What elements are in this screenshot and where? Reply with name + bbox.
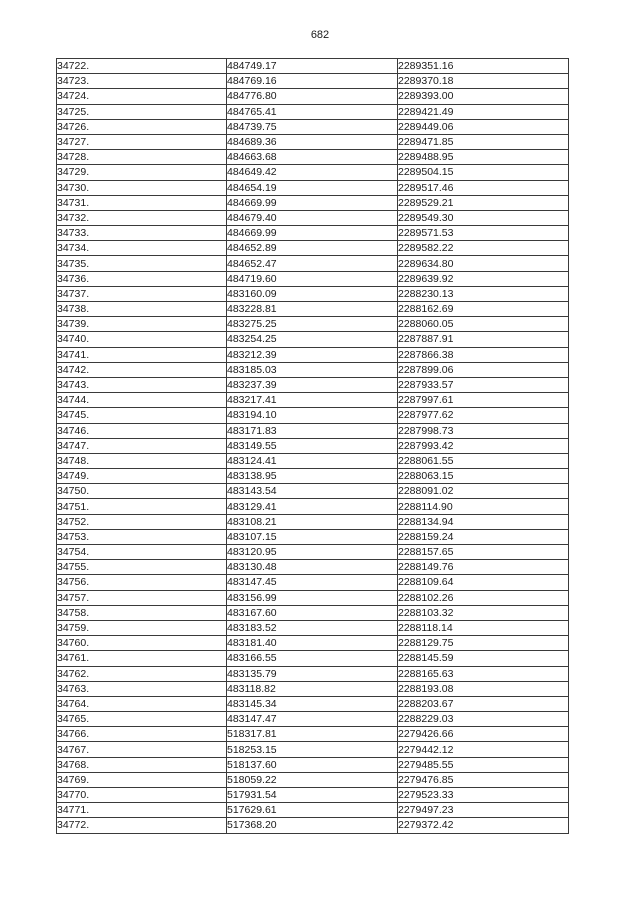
table-row bbox=[57, 514, 569, 529]
table-row bbox=[57, 423, 569, 438]
y-coordinate-cell: 2287866.38 bbox=[398, 347, 569, 362]
x-coordinate-cell: 518253.15 bbox=[227, 742, 398, 757]
y-coordinate-cell: 2287887.91 bbox=[398, 332, 569, 347]
x-coordinate-cell: 484669.99 bbox=[227, 195, 398, 210]
point-number-cell: 34727. bbox=[57, 134, 227, 149]
table-row bbox=[57, 362, 569, 377]
y-coordinate-cell: 2289571.53 bbox=[398, 226, 569, 241]
x-coordinate-cell: 483130.48 bbox=[227, 560, 398, 575]
point-number-cell: 34745. bbox=[57, 408, 227, 423]
table-row bbox=[57, 302, 569, 317]
table-row bbox=[57, 89, 569, 104]
y-coordinate-cell: 2279372.42 bbox=[398, 818, 569, 833]
x-coordinate-cell: 483194.10 bbox=[227, 408, 398, 423]
y-coordinate-cell: 2289634.80 bbox=[398, 256, 569, 271]
point-number-cell: 34730. bbox=[57, 180, 227, 195]
point-number-cell: 34772. bbox=[57, 818, 227, 833]
x-coordinate-cell: 484649.42 bbox=[227, 165, 398, 180]
table-row bbox=[57, 74, 569, 89]
point-number-cell: 34747. bbox=[57, 438, 227, 453]
x-coordinate-cell: 483120.95 bbox=[227, 545, 398, 560]
table-row bbox=[57, 469, 569, 484]
x-coordinate-cell: 483275.25 bbox=[227, 317, 398, 332]
x-coordinate-cell: 517931.54 bbox=[227, 788, 398, 803]
point-number-cell: 34725. bbox=[57, 104, 227, 119]
x-coordinate-cell: 483118.82 bbox=[227, 681, 398, 696]
table-row bbox=[57, 59, 569, 74]
y-coordinate-cell: 2287998.73 bbox=[398, 423, 569, 438]
y-coordinate-cell: 2279426.66 bbox=[398, 727, 569, 742]
point-number-cell: 34754. bbox=[57, 545, 227, 560]
point-number-cell: 34749. bbox=[57, 469, 227, 484]
table-row bbox=[57, 256, 569, 271]
y-coordinate-cell: 2289488.95 bbox=[398, 150, 569, 165]
point-number-cell: 34722. bbox=[57, 59, 227, 74]
y-coordinate-cell: 2289393.00 bbox=[398, 89, 569, 104]
table-row bbox=[57, 271, 569, 286]
y-coordinate-cell: 2288230.13 bbox=[398, 286, 569, 301]
y-coordinate-cell: 2289582.22 bbox=[398, 241, 569, 256]
table-row bbox=[57, 119, 569, 134]
point-number-cell: 34767. bbox=[57, 742, 227, 757]
x-coordinate-cell: 483212.39 bbox=[227, 347, 398, 362]
point-number-cell: 34733. bbox=[57, 226, 227, 241]
table-row bbox=[57, 590, 569, 605]
y-coordinate-cell: 2288162.69 bbox=[398, 302, 569, 317]
point-number-cell: 34759. bbox=[57, 620, 227, 635]
point-number-cell: 34752. bbox=[57, 514, 227, 529]
y-coordinate-cell: 2289639.92 bbox=[398, 271, 569, 286]
point-number-cell: 34764. bbox=[57, 696, 227, 711]
x-coordinate-cell: 518317.81 bbox=[227, 727, 398, 742]
y-coordinate-cell: 2289449.06 bbox=[398, 119, 569, 134]
point-number-cell: 34758. bbox=[57, 605, 227, 620]
table-row bbox=[57, 620, 569, 635]
table-row bbox=[57, 636, 569, 651]
point-number-cell: 34746. bbox=[57, 423, 227, 438]
x-coordinate-cell: 483147.47 bbox=[227, 712, 398, 727]
y-coordinate-cell: 2289517.46 bbox=[398, 180, 569, 195]
x-coordinate-cell: 484769.16 bbox=[227, 74, 398, 89]
y-coordinate-cell: 2289529.21 bbox=[398, 195, 569, 210]
point-number-cell: 34763. bbox=[57, 681, 227, 696]
table-row bbox=[57, 742, 569, 757]
x-coordinate-cell: 483183.52 bbox=[227, 620, 398, 635]
point-number-cell: 34765. bbox=[57, 712, 227, 727]
x-coordinate-cell: 484749.17 bbox=[227, 59, 398, 74]
table-row bbox=[57, 134, 569, 149]
y-coordinate-cell: 2288159.24 bbox=[398, 529, 569, 544]
x-coordinate-cell: 483149.55 bbox=[227, 438, 398, 453]
point-number-cell: 34737. bbox=[57, 286, 227, 301]
point-number-cell: 34771. bbox=[57, 803, 227, 818]
point-number-cell: 34742. bbox=[57, 362, 227, 377]
table-row bbox=[57, 317, 569, 332]
y-coordinate-cell: 2288149.76 bbox=[398, 560, 569, 575]
y-coordinate-cell: 2289421.49 bbox=[398, 104, 569, 119]
y-coordinate-cell: 2279476.85 bbox=[398, 772, 569, 787]
table-row bbox=[57, 529, 569, 544]
point-number-cell: 34734. bbox=[57, 241, 227, 256]
point-number-cell: 34741. bbox=[57, 347, 227, 362]
table-row bbox=[57, 195, 569, 210]
table-row bbox=[57, 666, 569, 681]
y-coordinate-cell: 2287899.06 bbox=[398, 362, 569, 377]
table-row bbox=[57, 545, 569, 560]
table-row bbox=[57, 499, 569, 514]
x-coordinate-cell: 483145.34 bbox=[227, 696, 398, 711]
point-number-cell: 34732. bbox=[57, 210, 227, 225]
y-coordinate-cell: 2289370.18 bbox=[398, 74, 569, 89]
point-number-cell: 34769. bbox=[57, 772, 227, 787]
x-coordinate-cell: 483135.79 bbox=[227, 666, 398, 681]
table-row bbox=[57, 484, 569, 499]
point-number-cell: 34723. bbox=[57, 74, 227, 89]
x-coordinate-cell: 483124.41 bbox=[227, 453, 398, 468]
x-coordinate-cell: 483181.40 bbox=[227, 636, 398, 651]
point-number-cell: 34766. bbox=[57, 727, 227, 742]
y-coordinate-cell: 2288193.08 bbox=[398, 681, 569, 696]
x-coordinate-cell: 517629.61 bbox=[227, 803, 398, 818]
x-coordinate-cell: 484663.68 bbox=[227, 150, 398, 165]
y-coordinate-cell: 2288063.15 bbox=[398, 469, 569, 484]
table-row bbox=[57, 757, 569, 772]
x-coordinate-cell: 484679.40 bbox=[227, 210, 398, 225]
x-coordinate-cell: 484739.75 bbox=[227, 119, 398, 134]
y-coordinate-cell: 2288157.65 bbox=[398, 545, 569, 560]
y-coordinate-cell: 2289471.85 bbox=[398, 134, 569, 149]
y-coordinate-cell: 2288061.55 bbox=[398, 453, 569, 468]
table-row bbox=[57, 241, 569, 256]
table-row bbox=[57, 150, 569, 165]
y-coordinate-cell: 2288102.26 bbox=[398, 590, 569, 605]
x-coordinate-cell: 483254.25 bbox=[227, 332, 398, 347]
table-row bbox=[57, 286, 569, 301]
y-coordinate-cell: 2288165.63 bbox=[398, 666, 569, 681]
point-number-cell: 34740. bbox=[57, 332, 227, 347]
point-number-cell: 34762. bbox=[57, 666, 227, 681]
page-number: 682 bbox=[310, 29, 330, 41]
table-row bbox=[57, 727, 569, 742]
x-coordinate-cell: 483143.54 bbox=[227, 484, 398, 499]
table-row bbox=[57, 408, 569, 423]
table-row bbox=[57, 560, 569, 575]
table-row bbox=[57, 696, 569, 711]
coordinates-table bbox=[56, 58, 569, 834]
table-row bbox=[57, 803, 569, 818]
table-row bbox=[57, 210, 569, 225]
table-row bbox=[57, 393, 569, 408]
x-coordinate-cell: 483107.15 bbox=[227, 529, 398, 544]
point-number-cell: 34748. bbox=[57, 453, 227, 468]
x-coordinate-cell: 484719.60 bbox=[227, 271, 398, 286]
coordinates-table-body bbox=[57, 59, 569, 834]
table-row bbox=[57, 818, 569, 833]
table-row bbox=[57, 226, 569, 241]
point-number-cell: 34739. bbox=[57, 317, 227, 332]
x-coordinate-cell: 483147.45 bbox=[227, 575, 398, 590]
x-coordinate-cell: 484652.89 bbox=[227, 241, 398, 256]
point-number-cell: 34750. bbox=[57, 484, 227, 499]
table-row bbox=[57, 165, 569, 180]
y-coordinate-cell: 2279442.12 bbox=[398, 742, 569, 757]
x-coordinate-cell: 483160.09 bbox=[227, 286, 398, 301]
x-coordinate-cell: 483167.60 bbox=[227, 605, 398, 620]
x-coordinate-cell: 484765.41 bbox=[227, 104, 398, 119]
y-coordinate-cell: 2289549.30 bbox=[398, 210, 569, 225]
point-number-cell: 34770. bbox=[57, 788, 227, 803]
x-coordinate-cell: 483237.39 bbox=[227, 377, 398, 392]
x-coordinate-cell: 483185.03 bbox=[227, 362, 398, 377]
table-row bbox=[57, 681, 569, 696]
y-coordinate-cell: 2288134.94 bbox=[398, 514, 569, 529]
x-coordinate-cell: 483217.41 bbox=[227, 393, 398, 408]
point-number-cell: 34756. bbox=[57, 575, 227, 590]
x-coordinate-cell: 517368.20 bbox=[227, 818, 398, 833]
x-coordinate-cell: 518059.22 bbox=[227, 772, 398, 787]
y-coordinate-cell: 2288109.64 bbox=[398, 575, 569, 590]
x-coordinate-cell: 484776.80 bbox=[227, 89, 398, 104]
y-coordinate-cell: 2288229.03 bbox=[398, 712, 569, 727]
table-row bbox=[57, 788, 569, 803]
point-number-cell: 34735. bbox=[57, 256, 227, 271]
table-row bbox=[57, 104, 569, 119]
y-coordinate-cell: 2288145.59 bbox=[398, 651, 569, 666]
table-row bbox=[57, 180, 569, 195]
y-coordinate-cell: 2279497.23 bbox=[398, 803, 569, 818]
point-number-cell: 34738. bbox=[57, 302, 227, 317]
x-coordinate-cell: 518137.60 bbox=[227, 757, 398, 772]
y-coordinate-cell: 2279523.33 bbox=[398, 788, 569, 803]
y-coordinate-cell: 2288118.14 bbox=[398, 620, 569, 635]
table-row bbox=[57, 605, 569, 620]
x-coordinate-cell: 484654.19 bbox=[227, 180, 398, 195]
x-coordinate-cell: 483228.81 bbox=[227, 302, 398, 317]
y-coordinate-cell: 2287993.42 bbox=[398, 438, 569, 453]
point-number-cell: 34729. bbox=[57, 165, 227, 180]
point-number-cell: 34751. bbox=[57, 499, 227, 514]
point-number-cell: 34744. bbox=[57, 393, 227, 408]
point-number-cell: 34726. bbox=[57, 119, 227, 134]
x-coordinate-cell: 483138.95 bbox=[227, 469, 398, 484]
point-number-cell: 34757. bbox=[57, 590, 227, 605]
y-coordinate-cell: 2288060.05 bbox=[398, 317, 569, 332]
x-coordinate-cell: 484652.47 bbox=[227, 256, 398, 271]
y-coordinate-cell: 2287933.57 bbox=[398, 377, 569, 392]
point-number-cell: 34728. bbox=[57, 150, 227, 165]
y-coordinate-cell: 2288203.67 bbox=[398, 696, 569, 711]
x-coordinate-cell: 483108.21 bbox=[227, 514, 398, 529]
table-row bbox=[57, 438, 569, 453]
y-coordinate-cell: 2289351.16 bbox=[398, 59, 569, 74]
y-coordinate-cell: 2288103.32 bbox=[398, 605, 569, 620]
y-coordinate-cell: 2279485.55 bbox=[398, 757, 569, 772]
table-row bbox=[57, 575, 569, 590]
table-row bbox=[57, 332, 569, 347]
table-row bbox=[57, 772, 569, 787]
x-coordinate-cell: 484689.36 bbox=[227, 134, 398, 149]
point-number-cell: 34743. bbox=[57, 377, 227, 392]
table-row bbox=[57, 712, 569, 727]
table-row bbox=[57, 377, 569, 392]
x-coordinate-cell: 483166.55 bbox=[227, 651, 398, 666]
point-number-cell: 34768. bbox=[57, 757, 227, 772]
x-coordinate-cell: 483129.41 bbox=[227, 499, 398, 514]
x-coordinate-cell: 484669.99 bbox=[227, 226, 398, 241]
point-number-cell: 34760. bbox=[57, 636, 227, 651]
point-number-cell: 34761. bbox=[57, 651, 227, 666]
x-coordinate-cell: 483156.99 bbox=[227, 590, 398, 605]
y-coordinate-cell: 2288091.02 bbox=[398, 484, 569, 499]
y-coordinate-cell: 2289504.15 bbox=[398, 165, 569, 180]
point-number-cell: 34736. bbox=[57, 271, 227, 286]
x-coordinate-cell: 483171.83 bbox=[227, 423, 398, 438]
point-number-cell: 34724. bbox=[57, 89, 227, 104]
y-coordinate-cell: 2288129.75 bbox=[398, 636, 569, 651]
table-row bbox=[57, 347, 569, 362]
point-number-cell: 34753. bbox=[57, 529, 227, 544]
y-coordinate-cell: 2287997.61 bbox=[398, 393, 569, 408]
table-row bbox=[57, 453, 569, 468]
point-number-cell: 34755. bbox=[57, 560, 227, 575]
table-row bbox=[57, 651, 569, 666]
point-number-cell: 34731. bbox=[57, 195, 227, 210]
y-coordinate-cell: 2288114.90 bbox=[398, 499, 569, 514]
y-coordinate-cell: 2287977.62 bbox=[398, 408, 569, 423]
